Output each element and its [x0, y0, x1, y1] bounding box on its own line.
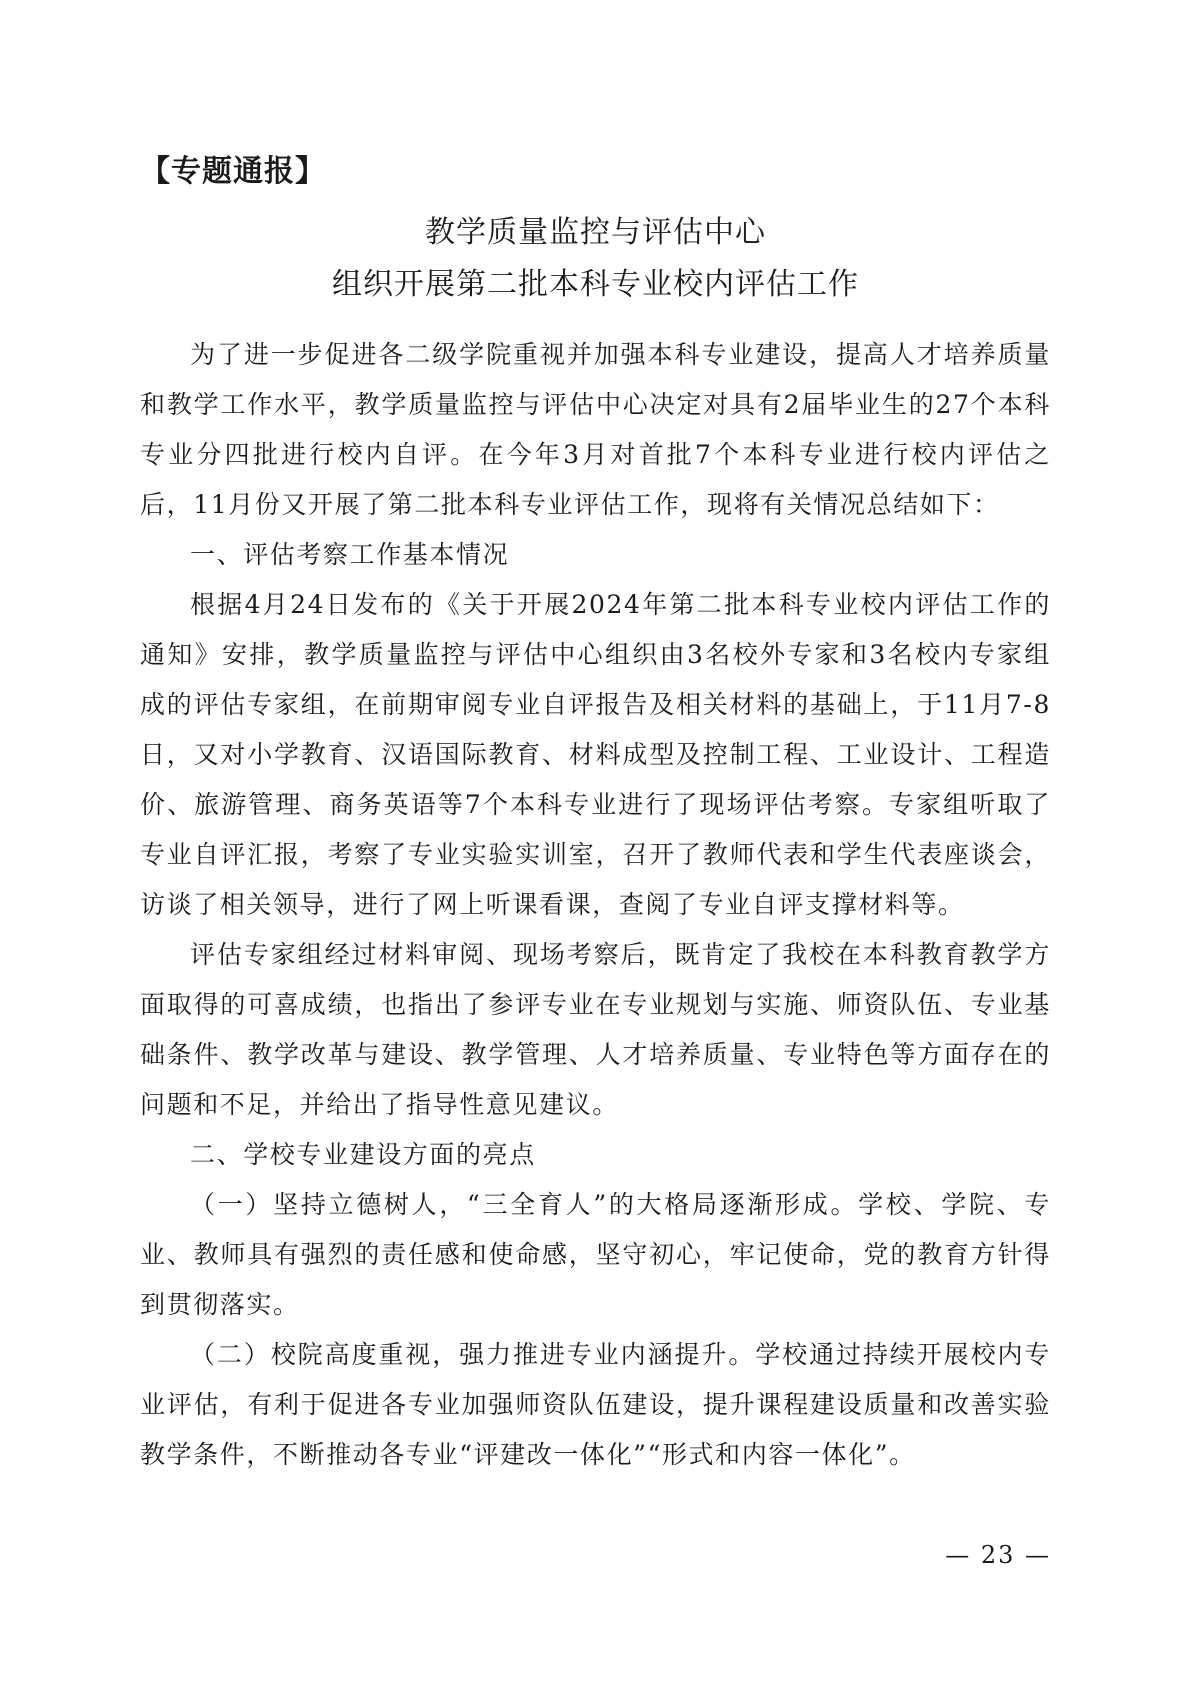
section-tag: 【专题通报】	[140, 154, 326, 189]
section-heading-1: 一、评估考察工作基本情况	[190, 540, 510, 569]
title-line-2: 组织开展第二批本科专业校内评估工作	[332, 267, 859, 302]
intro-paragraph: 为了进一步促进各二级学院重视并加强本科专业建设，提高人才培养质量和教学工作水平，教学质量监控与评估中心决定对具有2届毕业生的27个本科专业分四批进行校内自评。在今年3月对首批7个本科专业进行校内评估之后，11月份又开展了第二批本科专业评估工作，现将有关情况总结如下：	[140, 340, 1051, 519]
section-heading-2: 二、学校专业建设方面的亮点	[190, 1140, 536, 1169]
section2-paragraph-1: （一）坚持立德树人，“三全育人”的大格局逐渐形成。学校、学院、专业、教师具有强烈的责任感和使命感，坚守初心，牢记使命，党的教育方针得到贯彻落实。	[140, 1190, 1051, 1319]
section2-paragraph-2: （二）校院高度重视，强力推进专业内涵提升。学校通过持续开展校内专业评估，有利于促进各专业加强师资队伍建设，提升课程建设质量和改善实验教学条件，不断推动各专业“评建改一体化”“形式和内容一体化”。	[140, 1340, 1051, 1469]
page-number: — 23 —	[945, 1541, 1051, 1569]
title-line-1: 教学质量监控与评估中心	[425, 215, 766, 250]
section1-paragraph-2: 评估专家组经过材料审阅、现场考察后，既肯定了我校在本科教育教学方面取得的可喜成绩，也指出了参评专业在专业规划与实施、师资队伍、专业基础条件、教学改革与建设、教学管理、人才培养质量、专业特色等方面存在的问题和不足，并给出了指导性意见建议。	[140, 940, 1051, 1119]
article-body	[140, 330, 1051, 1480]
section1-paragraph-1: 根据4月24日发布的《关于开展2024年第二批本科专业校内评估工作的通知》安排，教学质量监控与评估中心组织由3名校外专家和3名校内专家组成的评估专家组，在前期审阅专业自评报告及相关材料的基础上，于11月7-8日，又对小学教育、汉语国际教育、材料成型及控制工程、工业设计、工程造价、旅游管理、商务英语等7个本科专业进行了现场评估考察。专家组听取了专业自评汇报，考察了专业实验实训室，召开了教师代表和学生代表座谈会，访谈了相关领导，进行了网上听课看课，查阅了专业自评支撑材料等。	[140, 590, 1051, 919]
